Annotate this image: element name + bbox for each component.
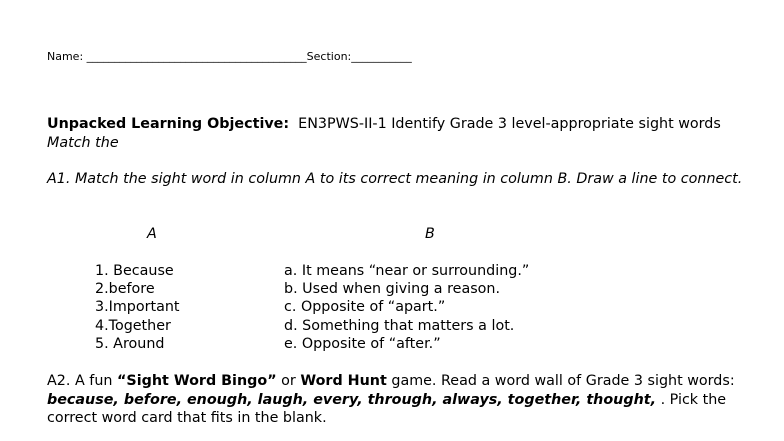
a2-mid: game. Read a word wall of Grade 3 sight words: bbox=[386, 373, 735, 389]
column-b-item: d. Something that matters a lot. bbox=[284, 317, 515, 334]
column-a-item: 1. Because bbox=[95, 263, 174, 279]
column-a-item: 2.before bbox=[95, 281, 155, 298]
column-b-item: e. Opposite of “after.” bbox=[284, 335, 441, 352]
a2-bingo-title: “Sight Word Bingo” bbox=[117, 373, 277, 389]
a2-or: or bbox=[276, 373, 301, 389]
column-a-list bbox=[95, 262, 180, 353]
learning-objective bbox=[47, 115, 747, 152]
column-a-item: 3.Important bbox=[95, 299, 180, 316]
column-b-item: c. Opposite of “apart.” bbox=[284, 299, 446, 316]
column-a-item: 5. Around bbox=[95, 335, 165, 352]
a2-suffix: . Pick the correct word card that fits in the blank. bbox=[47, 391, 727, 426]
objective-code-text: EN3PWS-II-1 Identify Grade 3 level-appropriate sight words bbox=[298, 116, 721, 132]
section-blank: ___________ bbox=[351, 50, 412, 63]
a2-prefix: A2. A fun bbox=[47, 373, 117, 389]
a2-instruction bbox=[47, 372, 747, 428]
column-b-list bbox=[284, 262, 529, 353]
header-line bbox=[47, 50, 412, 63]
column-b-heading: B bbox=[425, 226, 435, 242]
a2-word-hunt: Word Hunt bbox=[300, 373, 387, 389]
name-blank: ________________________________________ bbox=[86, 50, 307, 63]
name-label: Name: bbox=[47, 50, 84, 63]
column-b-item: b. Used when giving a reason. bbox=[284, 281, 501, 298]
column-a-heading: A bbox=[147, 226, 157, 242]
objective-italic-tail: Match the bbox=[47, 134, 119, 151]
a1-instruction: A1. Match the sight word in column A to its correct meaning in column B. Draw a line to connect. bbox=[47, 171, 743, 187]
a2-word-list: because, before, enough, laugh, every, through, always, together, thought, bbox=[47, 391, 657, 408]
column-b-item: a. It means “near or surrounding.” bbox=[284, 263, 530, 279]
section-label: Section: bbox=[306, 50, 352, 63]
column-a-item: 4.Together bbox=[95, 317, 171, 334]
objective-label: Unpacked Learning Objective: bbox=[47, 116, 290, 132]
